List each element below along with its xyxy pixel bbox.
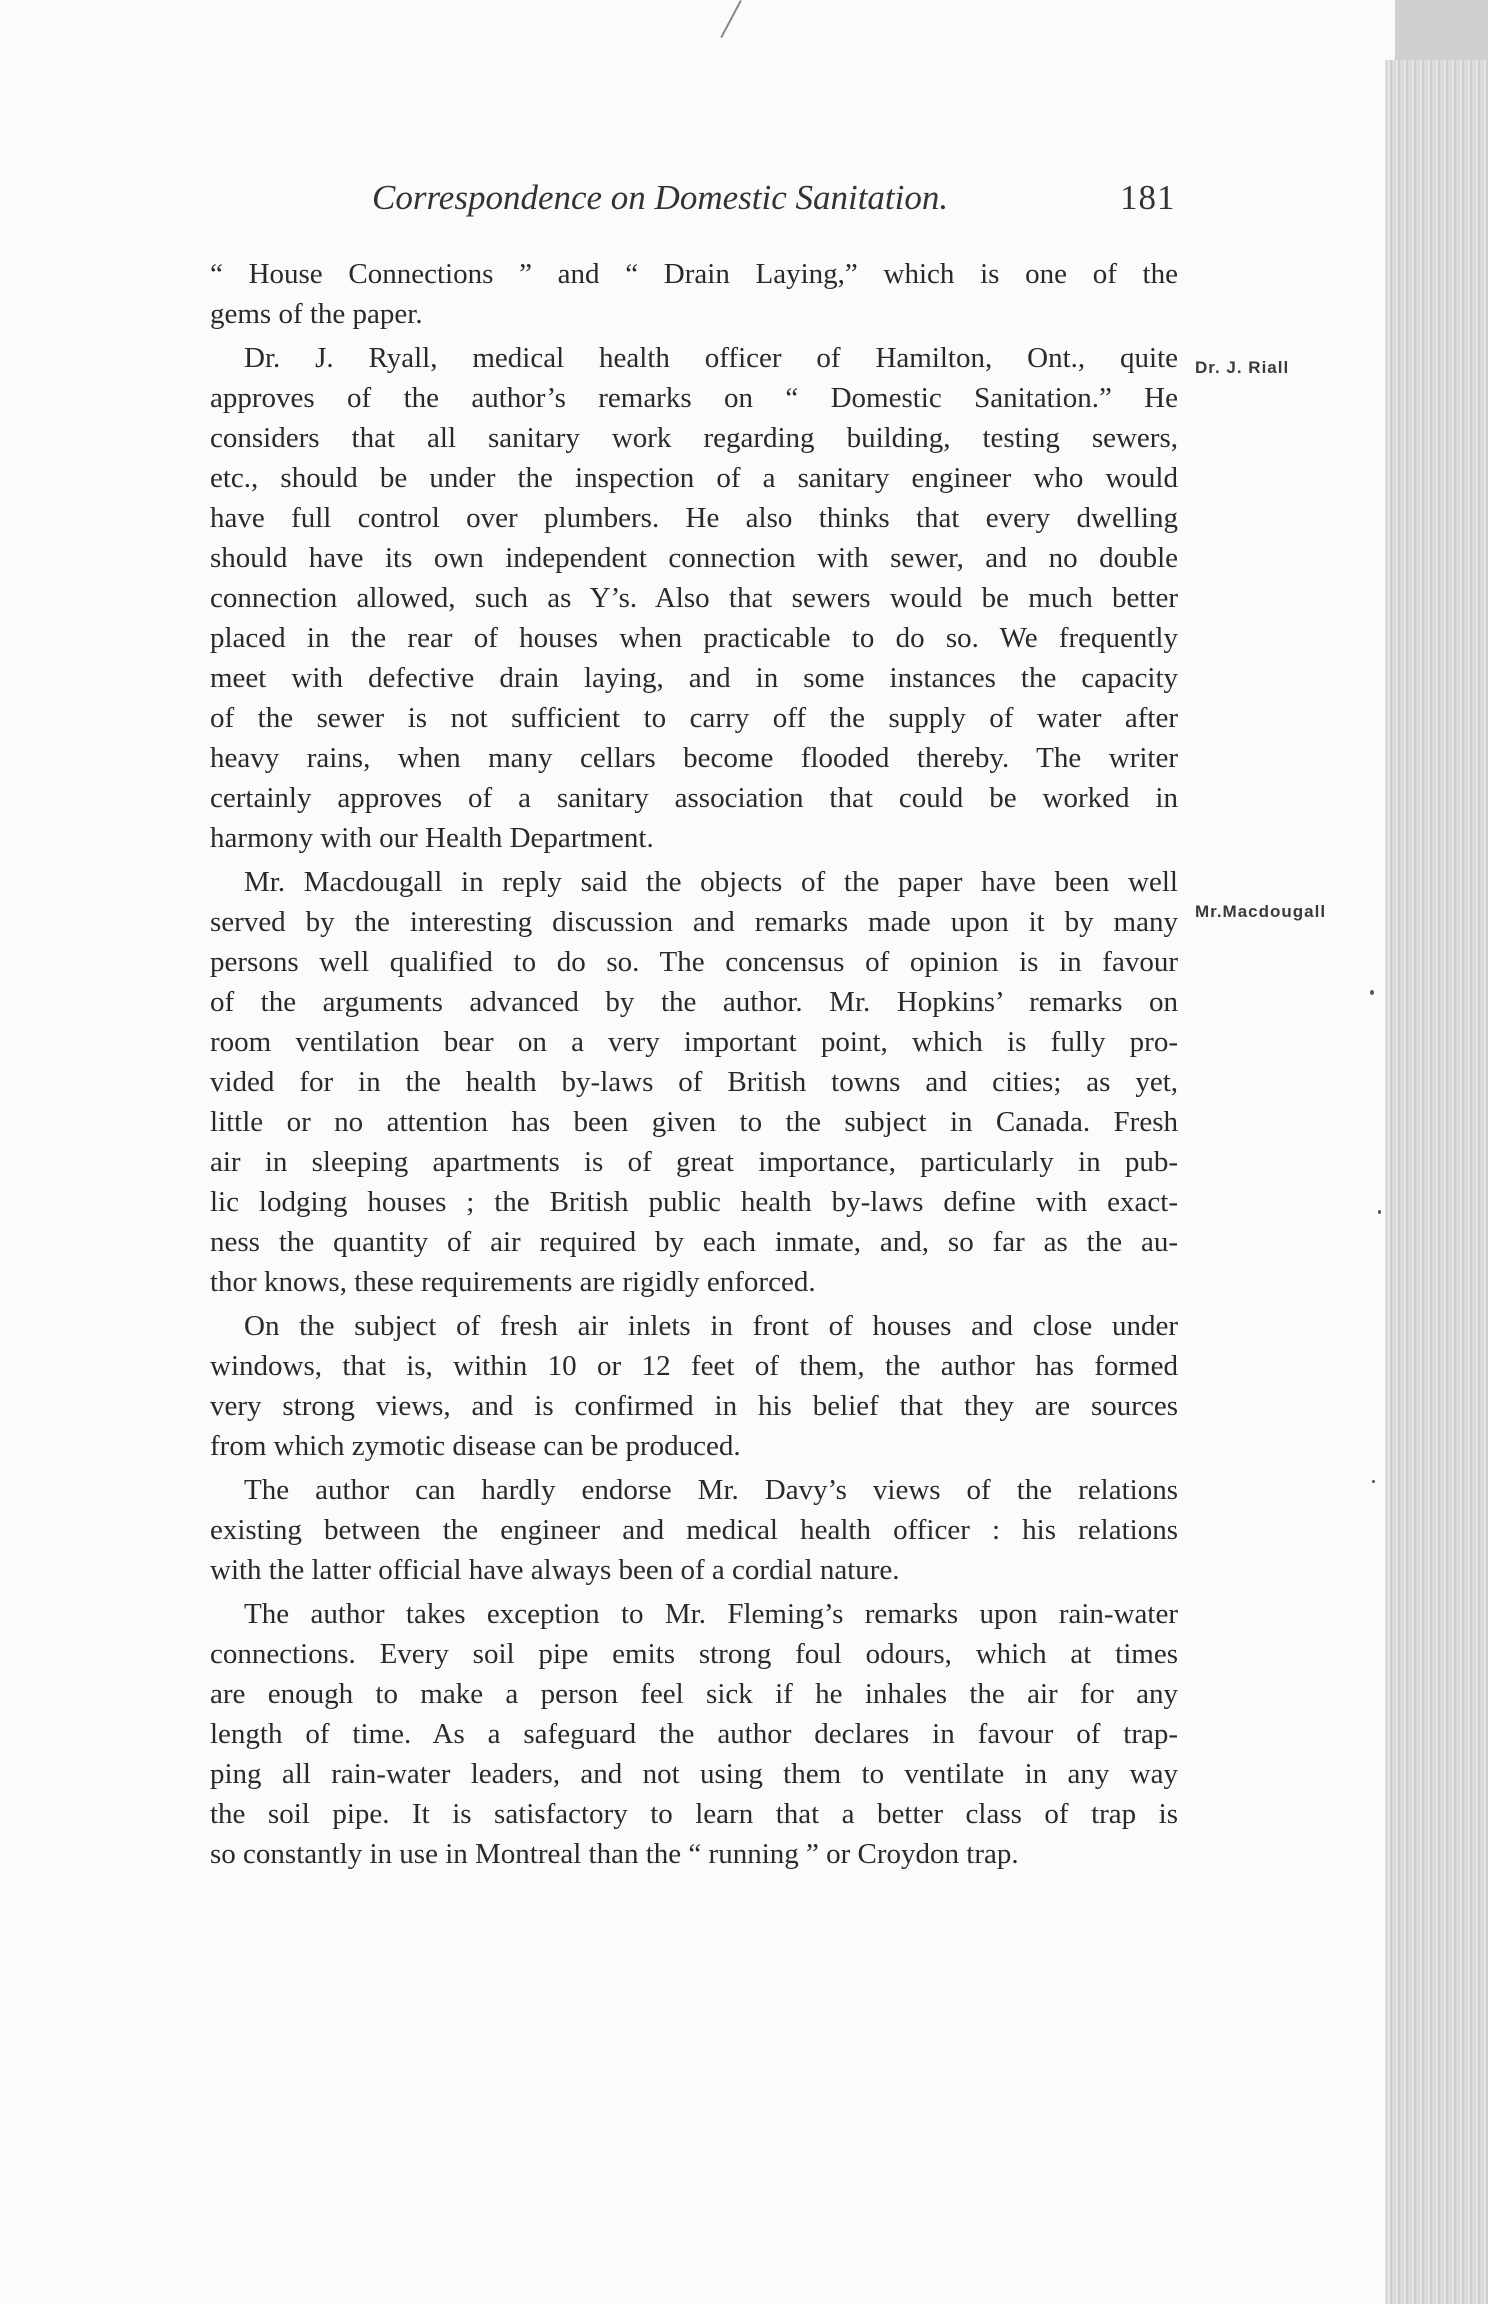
margin-note-macdougall: Mr.Macdougall [1195,902,1327,921]
paper-speck [1378,1210,1381,1214]
paragraph [210,1306,1178,1466]
text-line: windows, that is, within 10 or 12 feet of them, the author has formed [210,1350,1178,1382]
paragraph [210,862,1178,1302]
text-line: persons well qualified to do so. The concensus of opinion is in favour [210,946,1178,978]
text-line: placed in the rear of houses when practicable to do so. We frequently [210,622,1178,654]
text-line: connection allowed, such as Y’s. Also that sewers would be much better [210,582,1178,614]
page-edges [1385,60,1488,2304]
paper-speck [1370,990,1374,995]
paragraph [210,1470,1178,1590]
text-line: should have its own independent connection with sewer, and no double [210,542,1178,574]
text-line: room ventilation bear on a very important point, which is fully pro- [210,1026,1178,1058]
text-line: vided for in the health by-laws of British towns and cities; as yet, [210,1066,1178,1098]
text-line: ness the quantity of air required by each inmate, and, so far as the au- [210,1226,1178,1258]
text-line: of the sewer is not sufficient to carry off the supply of water after [210,702,1178,734]
paper-speck [1372,1480,1375,1483]
text-line: harmony with our Health Department. [210,822,654,854]
text-line: Mr. Macdougall in reply said the objects of the paper have been well [244,866,1178,898]
background-top [1395,0,1488,60]
paragraph [210,1594,1178,1874]
page-number: 181 [1120,178,1176,217]
text-line: the soil pipe. It is satisfactory to learn that a better class of trap is [210,1798,1178,1830]
text-line: with the latter official have always been of a cordial nature. [210,1554,900,1586]
body-text [210,254,1178,1874]
text-line: have full control over plumbers. He also thinks that every dwelling [210,502,1178,534]
text-line: certainly approves of a sanitary association that could be worked in [210,782,1178,814]
text-line: served by the interesting discussion and remarks made upon it by many [210,906,1178,938]
paragraph [210,254,1178,334]
margin-note-riall: Dr. J. Riall [1195,358,1290,377]
text-line: Dr. J. Ryall, medical health officer of Hamilton, Ont., quite [244,342,1178,374]
paragraph [210,338,1178,858]
text-line: “ House Connections ” and “ Drain Laying,” which is one of the [210,258,1178,290]
running-head [372,178,1176,228]
text-line: of the arguments advanced by the author. Mr. Hopkins’ remarks on [210,986,1178,1018]
text-line: gems of the paper. [210,298,423,330]
text-line: lic lodging houses ; the British public health by-laws define with exact- [210,1186,1178,1218]
text-line: On the subject of fresh air inlets in front of houses and close under [244,1310,1178,1342]
text-line: from which zymotic disease can be produced. [210,1430,741,1462]
text-line: heavy rains, when many cellars become flooded thereby. The writer [210,742,1178,774]
text-line: are enough to make a person feel sick if he inhales the air for any [210,1678,1178,1710]
text-line: ping all rain-water leaders, and not using them to ventilate in any way [210,1758,1178,1790]
text-line: so constantly in use in Montreal than the “ running ” or Croydon trap. [210,1838,1019,1870]
text-line: The author takes exception to Mr. Fleming’s remarks upon rain-water [244,1598,1178,1630]
text-line: The author can hardly endorse Mr. Davy’s views of the relations [244,1474,1178,1506]
text-line: approves of the author’s remarks on “ Domestic Sanitation.” He [210,382,1178,414]
text-line: very strong views, and is confirmed in his belief that they are sources [210,1390,1178,1422]
text-line: thor knows, these requirements are rigidly enforced. [210,1266,816,1298]
running-head-title: Correspondence on Domestic Sanitation. [372,178,949,217]
text-line: etc., should be under the inspection of a sanitary engineer who would [210,462,1178,494]
text-line: length of time. As a safeguard the author declares in favour of trap- [210,1718,1178,1750]
text-line: existing between the engineer and medical health officer : his relations [210,1514,1178,1546]
text-line: connections. Every soil pipe emits strong foul odours, which at times [210,1638,1178,1670]
text-line: meet with defective drain laying, and in some instances the capacity [210,662,1178,694]
text-line: considers that all sanitary work regarding building, testing sewers, [210,422,1178,454]
text-line: air in sleeping apartments is of great importance, particularly in pub- [210,1146,1178,1178]
text-line: little or no attention has been given to the subject in Canada. Fresh [210,1106,1178,1138]
